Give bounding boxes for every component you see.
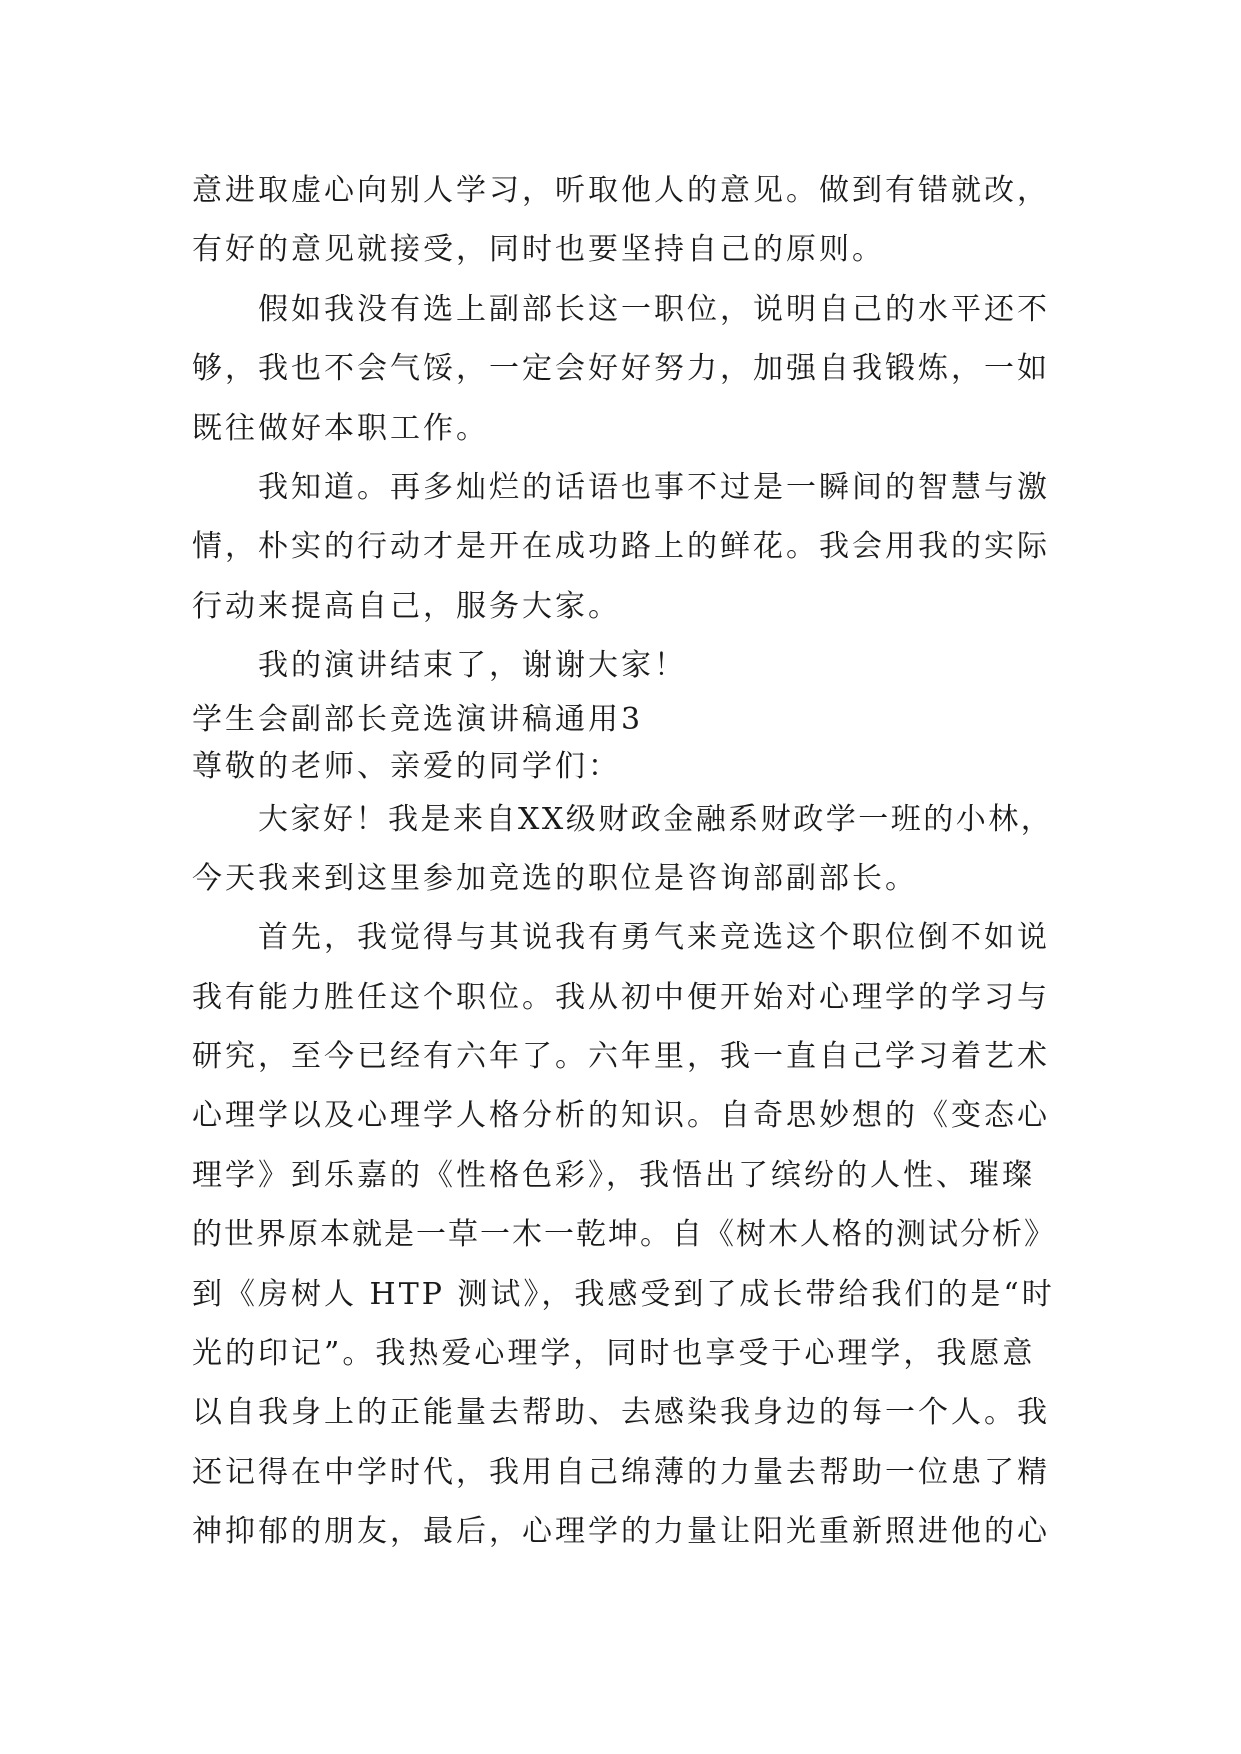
paragraph-line: 我有能力胜任这个职位。我从初中便开始对心理学的学习与	[192, 979, 1050, 1015]
paragraph-line: 还记得在中学时代，我用自己绵薄的力量去帮助一位患了精	[192, 1454, 1050, 1490]
paragraph-line: 大家好！我是来自XX级财政金融系财政学一班的小林，	[258, 801, 1054, 837]
heading-line: 尊敬的老师、亲爱的同学们：	[192, 748, 621, 784]
paragraph-line: 心理学以及心理学人格分析的知识。自奇思妙想的《变态心	[192, 1098, 1050, 1134]
paragraph-line: 今天我来到这里参加竞选的职位是咨询部副部长。	[192, 860, 918, 896]
paragraph-line: 我知道。再多灿烂的话语也事不过是一瞬间的智慧与激	[258, 469, 1050, 505]
paragraph-line: 意进取虚心向别人学习，听取他人的意见。做到有错就改，	[192, 173, 1050, 208]
paragraph-line: 的世界原本就是一草一木一乾坤。自《树木人格的测试分析》	[192, 1217, 1056, 1253]
paragraph-line: 到《房树人 HTP 测试》，我感受到了成长带给我们的是“时	[192, 1276, 1055, 1312]
paragraph-line: 光的印记”。我热爱心理学，同时也享受于心理学，我愿意	[192, 1336, 1036, 1372]
document-body	[192, 161, 1062, 1562]
paragraph-line: 神抑郁的朋友，最后，心理学的力量让阳光重新照进他的心	[192, 1514, 1050, 1550]
paragraph-line: 理学》到乐嘉的《性格色彩》，我悟出了缤纷的人性、璀璨	[192, 1157, 1035, 1193]
heading-line: 学生会副部长竞选演讲稿通用3	[192, 701, 644, 737]
paragraph-line: 假如我没有选上副部长这一职位，说明自己的水平还不	[258, 291, 1050, 327]
paragraph-line: 既往做好本职工作。	[192, 410, 489, 446]
paragraph-line: 够，我也不会气馁，一定会好好努力，加强自我锻炼，一如	[192, 351, 1050, 387]
paragraph-line: 研究，至今已经有六年了。六年里，我一直自己学习着艺术	[192, 1039, 1050, 1075]
paragraph-line: 首先，我觉得与其说我有勇气来竞选这个职位倒不如说	[258, 920, 1050, 956]
paragraph-line: 有好的意见就接受，同时也要坚持自己的原则。	[192, 232, 885, 268]
paragraph-line: 情，朴实的行动才是开在成功路上的鲜花。我会用我的实际	[192, 529, 1050, 565]
paragraph-line: 我的演讲结束了，谢谢大家！	[258, 648, 687, 684]
paragraph-line: 行动来提高自己，服务大家。	[192, 588, 621, 624]
paragraph-line: 以自我身上的正能量去帮助、去感染我身边的每一个人。我	[192, 1395, 1050, 1431]
